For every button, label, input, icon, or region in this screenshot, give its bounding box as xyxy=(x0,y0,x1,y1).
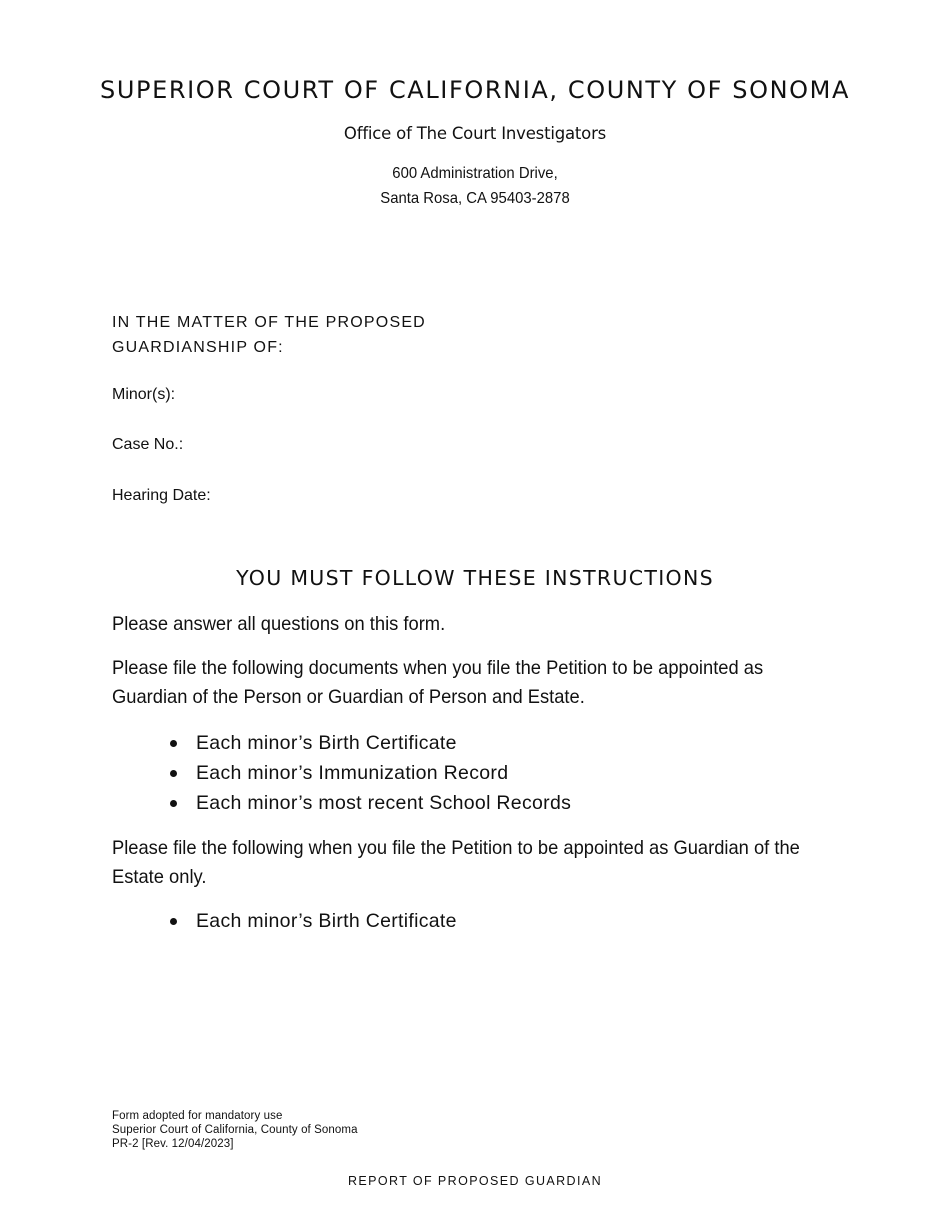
list-item xyxy=(168,906,457,936)
list-item-text: Each minor’s Immunization Record xyxy=(196,762,509,784)
footer-form-number: PR-2 [Rev. 12/04/2023] xyxy=(112,1138,234,1150)
hearing-date-label: Hearing Date: xyxy=(112,487,211,504)
list-item-text: Each minor’s Birth Certificate xyxy=(196,732,457,754)
address-line-1: 600 Administration Drive, xyxy=(392,165,558,182)
bullet-icon xyxy=(170,800,177,807)
instructions-heading: YOU MUST FOLLOW THESE INSTRUCTIONS xyxy=(236,566,714,590)
footer-court-line: Superior Court of California, County of Sonoma xyxy=(112,1124,358,1136)
footer-adopted-line: Form adopted for mandatory use xyxy=(112,1110,283,1122)
list-item xyxy=(168,788,571,818)
matter-line-2: GUARDIANSHIP OF: xyxy=(112,339,284,356)
footer-form-title: REPORT OF PROPOSED GUARDIAN xyxy=(347,1174,603,1188)
instructions-paragraph-1: Please answer all questions on this form. xyxy=(112,613,446,635)
matter-caption xyxy=(112,310,426,360)
bullet-icon xyxy=(170,770,177,777)
documents-list-estate xyxy=(168,906,457,936)
bullet-icon xyxy=(170,740,177,747)
matter-line-1: IN THE MATTER OF THE PROPOSED xyxy=(112,314,426,331)
instructions-paragraph-3: Please file the following when you file the Petition to be appointed as Guardian of the Estate only. xyxy=(112,837,800,888)
list-item-text: Each minor’s Birth Certificate xyxy=(196,910,457,932)
minors-label: Minor(s): xyxy=(112,386,176,403)
bullet-icon xyxy=(170,918,177,925)
list-item-text: Each minor’s most recent School Records xyxy=(196,792,572,814)
instructions-paragraph-2: Please file the following documents when you file the Petition to be appointed as Guardian of the Person or Guardian of Person and Estate. xyxy=(112,657,764,708)
court-title: SUPERIOR COURT OF CALIFORNIA, COUNTY OF SONOMA xyxy=(100,76,850,104)
list-item xyxy=(168,758,571,788)
case-number-label: Case No.: xyxy=(112,436,184,453)
list-item xyxy=(168,728,571,758)
documents-list-person xyxy=(168,728,571,818)
office-name: Office of The Court Investigators xyxy=(343,124,607,143)
address-line-2: Santa Rosa, CA 95403-2878 xyxy=(380,190,570,207)
